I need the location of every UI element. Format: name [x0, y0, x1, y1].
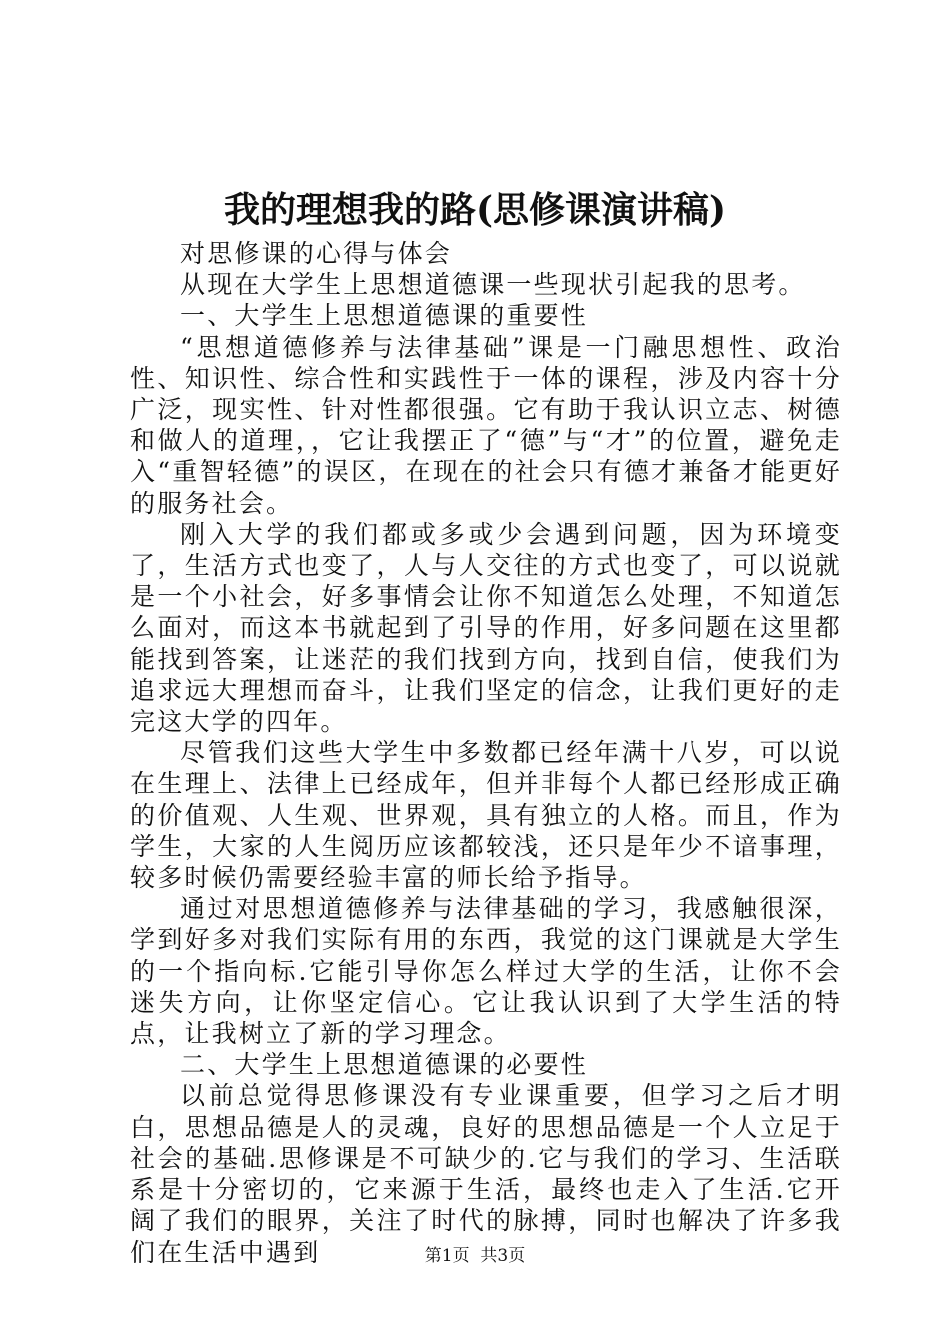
paragraph: 以前总觉得思修课没有专业课重要，但学习之后才明白，思想品德是人的灵魂，良好的思想品德是一个人立足于社会的基础.思修课是不可缺少的.它与我们的学习、生活联系是十分密切的，它来源于生活，最终也走入了生活.它开阔了我们的眼界，关注了时代的脉搏，同时也解决了许多我们在生活中遇到 [130, 1081, 842, 1267]
document-title: 我的理想我的路(思修课演讲稿) [223, 189, 727, 231]
paragraph: 刚入大学的我们都或多或少会遇到问题，因为环境变了，生活方式也变了，人与人交往的方式也变了，可以说就是一个小社会，好多事情会让你不知道怎么处理，不知道怎么面对，而这本书就起到了引导的作用，好多问题在这里都能找到答案，让迷茫的我们找到方向，找到自信，使我们为追求远大理想而奋斗，让我们坚定的信念，让我们更好的走完这大学的四年。 [130, 519, 842, 737]
paragraph: 通过对思想道德修养与法律基础的学习，我感触很深，学到好多对我们实际有用的东西，我觉的这门课就是大学生的一个指向标.它能引导你怎么样过大学的生活，让你不会迷失方向，让你坚定信心。它让我认识到了大学生活的特点，让我树立了新的学习理念。 [130, 894, 842, 1049]
paragraph-subtitle: 对思修课的心得与体会 [180, 239, 453, 268]
document-body [130, 238, 842, 1268]
section-heading-importance: 一、大学生上思想道德课的重要性 [180, 301, 589, 331]
paragraph: 尽管我们这些大学生中多数都已经年满十八岁，可以说在生理上、法律上已经成年，但并非每个人都已经形成正确的价值观、人生观、世界观，具有独立的人格。而且，作为学生，大家的人生阅历应该都较浅，还只是年少不谙事理，较多时候仍需要经验丰富的师长给予指导。 [130, 738, 842, 893]
page-number: 第1页 共3页 [424, 1246, 526, 1266]
page-footer [0, 1244, 950, 1268]
paragraph-intro: 从现在大学生上思想道德课一些现状引起我的思考。 [180, 270, 806, 300]
paragraph: “思想道德修养与法律基础”课是一门融思想性、政治性、知识性、综合性和实践性于一体的课程，涉及内容十分广泛，现实性、针对性都很强。它有助于我认识立志、树德和做人的道理，，它让我摆正了“德”与“才”的位置，避免走入“重智轻德”的误区，在现在的社会只有德才兼备才能更好的服务社会。 [130, 332, 842, 518]
section-heading-necessity: 二、大学生上思想道德课的必要性 [180, 1050, 589, 1080]
